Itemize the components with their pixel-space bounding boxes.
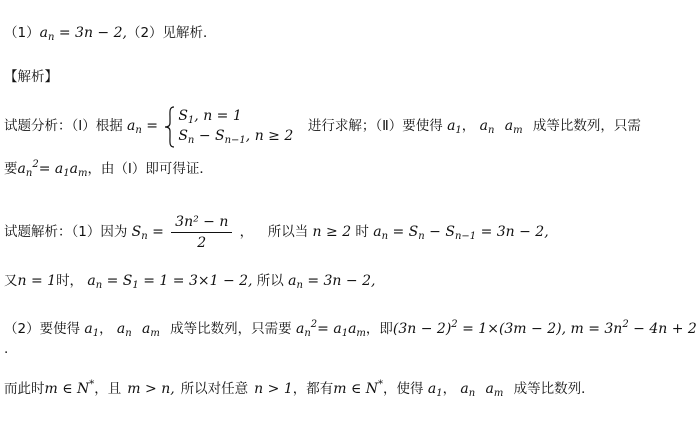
term-am: $a_m$ [485, 381, 504, 399]
part2-line [4, 320, 697, 338]
part2-trailing-dot: . [4, 341, 9, 357]
m-derivation: $(3n - 2)^2 = 1\times(3m - 2)$, $m = 3n^2 - 4n + 2$ [392, 319, 697, 337]
geometric-condition: $a_n^2= a_1a_m$ [17, 159, 88, 179]
n1-when: 时， [56, 273, 84, 289]
geometric-condition: $a_n^2= a_1a_m$ [295, 319, 366, 339]
term-a1: $a_1$ [427, 381, 443, 399]
separator: ， [99, 321, 113, 337]
fraction-numerator: 3n² − n [171, 213, 232, 233]
answer-part2: （2）见解析． [126, 25, 217, 41]
analysis-line-2 [4, 160, 213, 178]
sum-fraction [171, 213, 232, 252]
solution-line-n1 [4, 272, 375, 290]
piecewise-cases [164, 106, 293, 146]
part2-prefix: （2）要使得 [4, 321, 81, 337]
case-2: $S_n - S_{n-1}$, n ≥ 2 [178, 128, 294, 146]
term-an: $a_n$ [460, 381, 476, 399]
conclusion-end: 成等比数列． [513, 381, 595, 397]
conclusion-qie: ，且 [94, 381, 122, 397]
term-a1: $a_1$ [84, 321, 100, 339]
m-in-N: m ∈ N* [44, 379, 95, 397]
an-conclusion: $a_n = 3n - 2$, [288, 273, 376, 291]
n-gt-1: n > 1 [254, 381, 293, 397]
part2-mid: 成等比数列，只需要 [170, 321, 292, 337]
analysis-line-1 [4, 106, 641, 150]
n1-prefix: 又 [4, 273, 18, 289]
solution-mid: 所以当 [267, 224, 309, 240]
a1-formula: $a_n = S_1 = 1 = 3\times 1 - 2$, [87, 273, 253, 291]
analysis-line2-suffix: ，由（Ⅰ）即可得证． [87, 161, 213, 177]
left-brace [164, 106, 176, 148]
term-am: $a_m$ [142, 321, 160, 339]
n1-so: 所以 [256, 273, 284, 289]
term-a1: $a_1$ [447, 118, 462, 136]
conclusion-du: ，都有 [292, 381, 334, 397]
analysis-prefix: 试题分析：（Ⅰ）根据 [4, 118, 123, 134]
term-am: $a_m$ [504, 118, 523, 136]
analysis-mid: 进行求解；（Ⅱ）要使得 [307, 118, 443, 134]
solution-prefix: 试题解析：（1）因为 [4, 224, 128, 240]
solution-line-1 [4, 212, 549, 252]
analysis-suffix: 成等比数列，只需 [532, 118, 641, 134]
section-heading: 【解析】 [4, 69, 58, 85]
answer-formula: $a_n = 3n - 2$, [39, 25, 127, 43]
solution-when: 时 [355, 224, 369, 240]
conclusion-shi: ，使得 [383, 381, 424, 397]
sum-lhs: $S_n$ = [131, 224, 164, 242]
separator: ， [442, 381, 457, 397]
fraction-denominator: 2 [197, 234, 207, 251]
term-an: $a_n$ [479, 118, 495, 136]
part2-ji: ，即 [365, 321, 393, 337]
term-an: $a_n$ [116, 321, 132, 339]
conclusion-so: 所以对任意 [180, 381, 249, 397]
analysis-line2-prefix: 要 [4, 161, 18, 177]
condition-n-eq-1: n = 1 [17, 273, 57, 289]
piecewise-lhs: $a_n$ = [127, 118, 159, 136]
m-gt-n: m > n, [127, 381, 175, 397]
separator: ， [461, 118, 476, 134]
m-in-N-2: m ∈ N* [333, 379, 384, 397]
conclusion-prefix: 而此时 [4, 381, 45, 397]
answer-line [4, 24, 217, 42]
condition-n-ge-2: n ≥ 2 [312, 224, 352, 240]
comma: ， [239, 224, 254, 240]
case-1: $S_1$, n = 1 [178, 108, 242, 126]
an-formula: $a_n = S_n - S_{n-1} = 3n - 2$, [373, 224, 549, 242]
answer-part1-label: （1） [4, 25, 40, 41]
conclusion-line [4, 380, 595, 398]
